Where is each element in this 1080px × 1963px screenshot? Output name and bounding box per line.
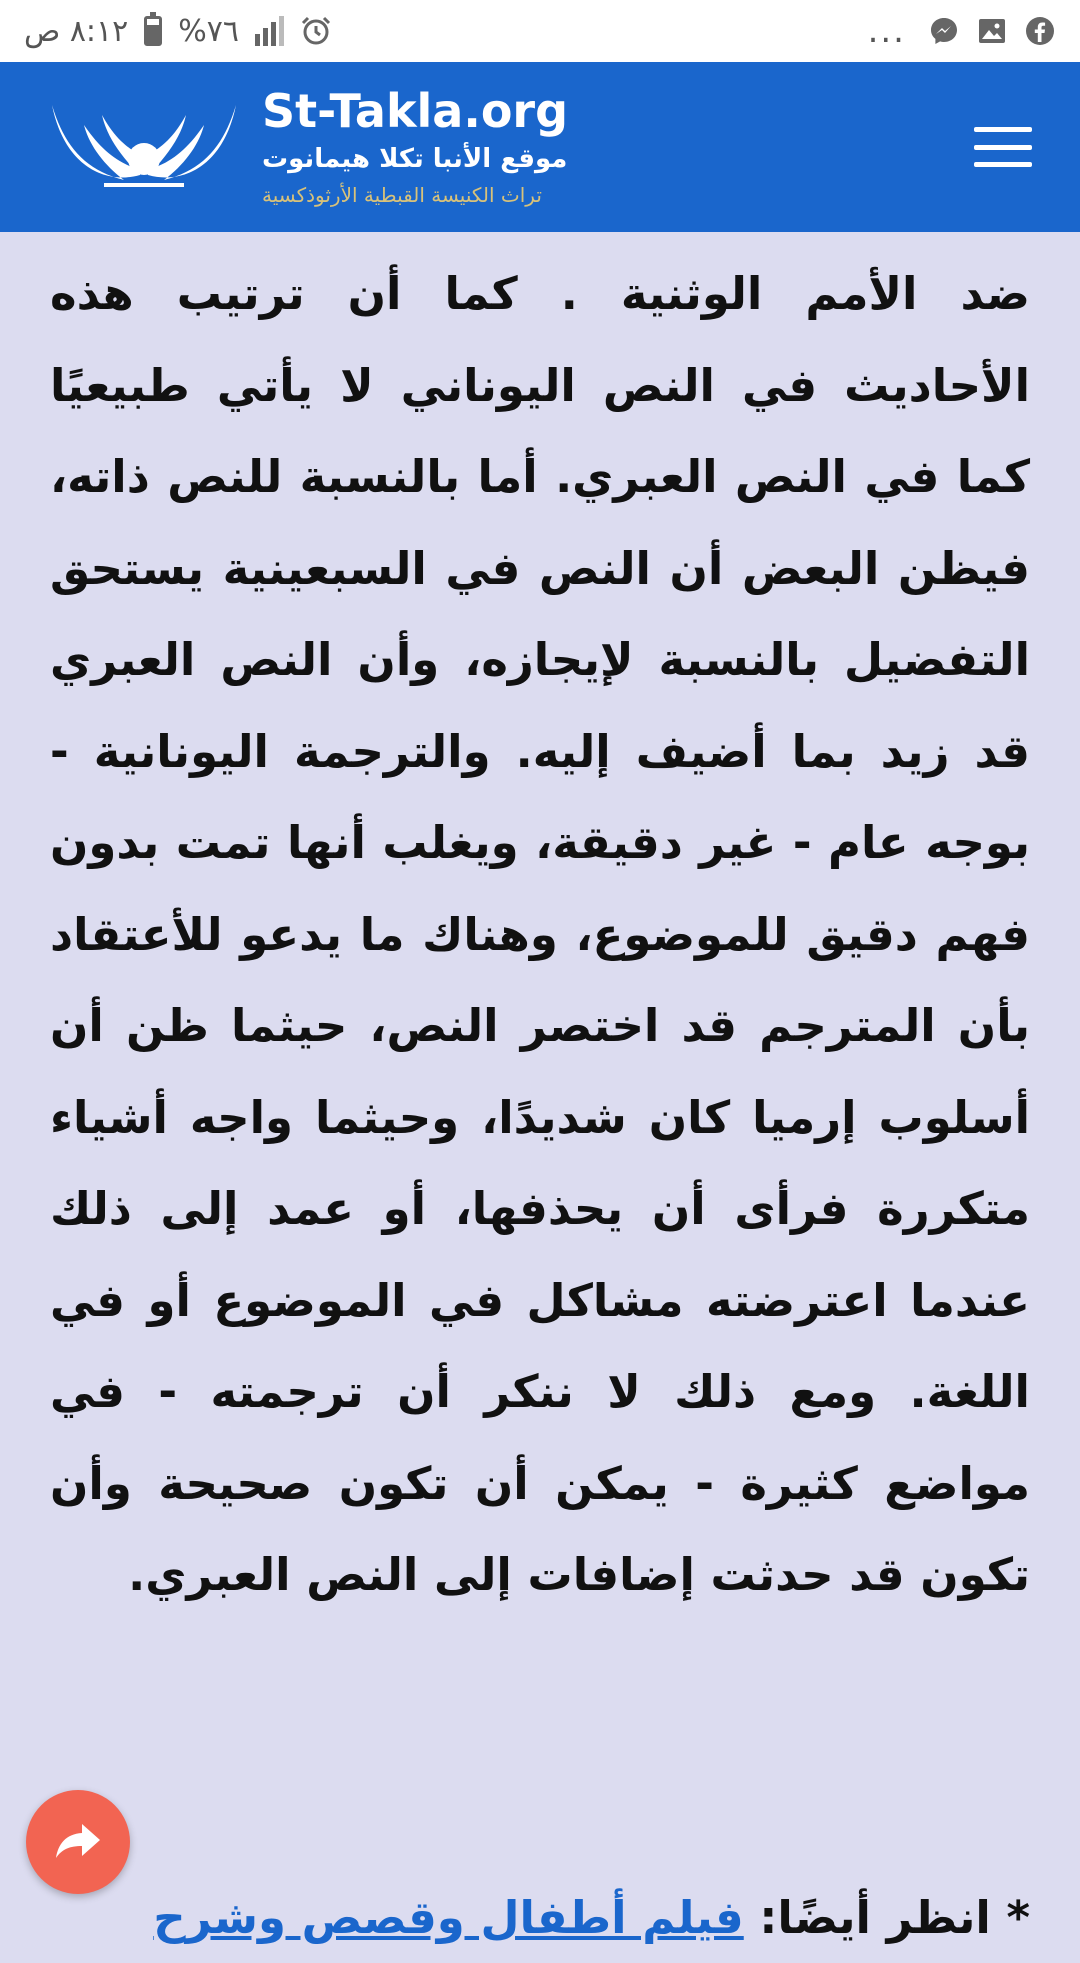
status-bar xyxy=(0,0,1080,62)
winged-logo-icon xyxy=(44,85,244,209)
more-dots-icon: ... xyxy=(867,11,906,51)
site-logo[interactable] xyxy=(44,83,568,211)
hamburger-menu-icon[interactable] xyxy=(974,127,1032,167)
share-arrow-icon xyxy=(52,1814,104,1870)
status-left xyxy=(24,14,332,49)
messenger-icon xyxy=(928,15,960,47)
gallery-icon xyxy=(976,15,1008,47)
battery-percent: %٧٦ xyxy=(178,13,240,49)
share-button[interactable] xyxy=(26,1790,130,1894)
signal-icon xyxy=(255,16,284,46)
article-content xyxy=(50,248,1030,1621)
site-header xyxy=(0,62,1080,232)
facebook-icon xyxy=(1024,15,1056,47)
see-also-line xyxy=(50,1872,1030,1963)
article-paragraph: ضد الأمم الوثنية . كما أن ترتيب هذه الأحاديث في النص اليوناني لا يأتي طبيعيًا كما في النص العبري. أما بالنسبة للنص ذاته، فيظن البعض أن النص في السبعينية يستحق التفضيل بالنسبة لإيجازه، وأن النص العبري قد زيد بما أضيف إليه. والترجمة اليونانية - بوجه عام - غير دقيقة، ويغلب أنها تمت بدون فهم دقيق للموضوع، وهناك ما يدعو للأعتقاد بأن المترجم قد اختصر النص، حيثما ظن أن أسلوب إرميا كان شديدًا، وحيثما واجه أشياء متكررة فرأى أن يحذفها، أو عمد إلى ذلك عندما اعترضته مشاكل في الموضوع أو في اللغة. ومع ذلك لا ننكر أن ترجمته - في مواضع كثيرة - يمكن أن تكون صحيحة وأن تكون قد حدثت إضافات إلى النص العبري. xyxy=(50,267,1030,1601)
status-time: ٨:١٢ ص xyxy=(24,13,129,49)
battery-icon xyxy=(144,16,162,46)
see-also-link[interactable]: فيلم أطفال وقصص وشرح xyxy=(153,1891,744,1944)
site-name: موقع الأنبا تكلا هيمانوت xyxy=(262,144,568,174)
status-right xyxy=(868,11,1056,51)
site-tagline: تراث الكنيسة القبطية الأرثوذكسية xyxy=(262,183,542,207)
site-domain: St-Takla.org xyxy=(262,84,569,138)
see-also-prefix: * انظر أيضًا: xyxy=(759,1891,1030,1944)
alarm-icon xyxy=(300,15,332,47)
battery-level xyxy=(147,25,159,43)
logo-text xyxy=(262,83,568,211)
